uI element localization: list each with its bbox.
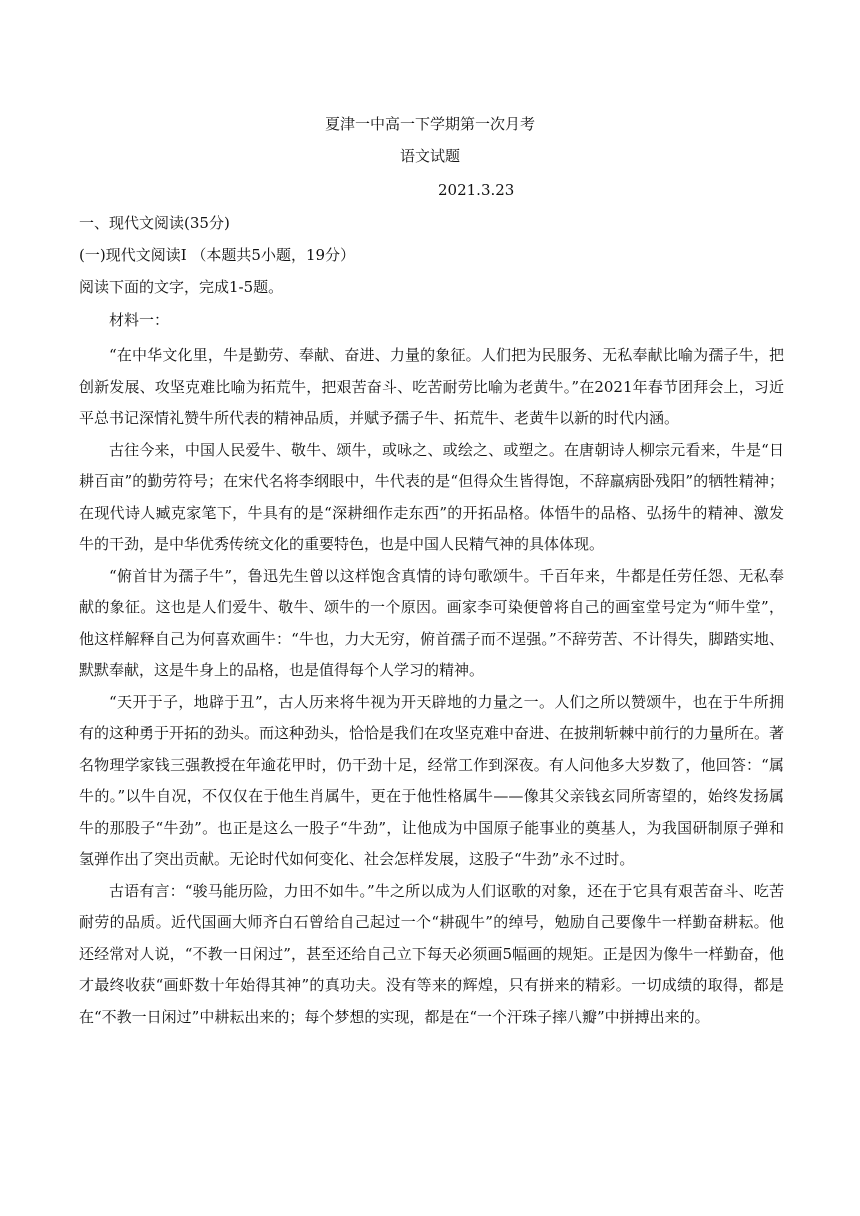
paragraph: 古往今来，中国人民爱牛、敬牛、颂牛，或咏之、或绘之、或塑之。在唐朝诗人柳宗元看来，牛是“日耕百亩”的勤劳符号；在宋代名将李纲眼中，牛代表的是“但得众生皆得饱，不辞羸病卧残阳”的牺牲精神；在现代诗人臧克家笔下，牛具有的是“深耕细作走东西”的开拓品格。体悟牛的品格、弘扬牛的精神、激发牛的干劲，是中华优秀传统文化的重要特色，也是中国人民精气神的具体体现。 xyxy=(79,440,784,553)
material-label: 材料一： xyxy=(109,311,170,329)
page-subtitle: 语文试题 xyxy=(399,147,460,165)
paragraph: 古语有言：“骏马能历险，力田不如牛。”牛之所以成为人们讴歌的对象，还在于它具有艰苦奋斗、吃苦耐劳的品质。近代国画大师齐白石曾给自己起过一个“耕砚牛”的绰号，勉励自己要像牛一样勤奋耕耘。他还经常对人说，“不教一日闲过”，甚至还给自己立下每天必须画5幅画的规矩。正是因为像牛一样勤奋，他才最终收获“画虾数十年始得其神”的真功夫。没有等来的辉煌，只有拼来的精彩。一切成绩的取得，都是在“不教一日闲过”中耕耘出来的；每个梦想的实现，都是在“一个汗珠子摔八瓣”中拼搏出来的。 xyxy=(79,881,784,1026)
paragraph: “俯首甘为孺子牛”，鲁迅先生曾以这样饱含真情的诗句歌颂牛。千百年来，牛都是任劳任怨、无私奉献的象征。这也是人们爱牛、敬牛、颂牛的一个原因。画家李可染便曾将自己的画室堂号定为“师牛堂”，他这样解释自己为何喜欢画牛：“牛也，力大无穷，俯首孺子而不逞强。”不辞劳苦、不计得失，脚踏实地、默默奉献，这是牛身上的品格，也是值得每个人学习的精神。 xyxy=(79,566,784,679)
page-title: 夏津一中高一下学期第一次月考 xyxy=(324,115,535,133)
reading-instruction: 阅读下面的文字，完成1-5题。 xyxy=(79,278,284,296)
paragraph: “天开于子，地辟于丑”，古人历来将牛视为开天辟地的力量之一。人们之所以赞颂牛，也在于牛所拥有的这种勇于开拓的劲头。而这种劲头，恰恰是我们在攻坚克难中奋进、在披荆斩棘中前行的力量所在。著名物理学家钱三强教授在年逾花甲时，仍干劲十足，经常工作到深夜。有人问他多大岁数了，他回答：“属牛的。”以牛自况，不仅仅在于他生肖属牛，更在于他性格属牛——像其父亲钱玄同所寄望的，始终发扬属牛的那股子“牛劲”。也正是这么一股子“牛劲”，让他成为中国原子能事业的奠基人，为我国研制原子弹和氢弹作出了突出贡献。无论时代如何变化、社会怎样发展，这股子“牛劲”永不过时。 xyxy=(79,692,785,868)
section-heading: 一、现代文阅读(35分) xyxy=(79,214,230,232)
exam-date: 2021.3.23 xyxy=(438,181,515,199)
passage-body xyxy=(79,340,784,1033)
paragraph: “在中华文化里，牛是勤劳、奉献、奋进、力量的象征。人们把为民服务、无私奉献比喻为孺子牛，把创新发展、攻坚克难比喻为拓荒牛，把艰苦奋斗、吃苦耐劳比喻为老黄牛。”在2021年春节团拜会上，习近平总书记深情礼赞牛所代表的精神品质，并赋予孺子牛、拓荒牛、老黄牛以新的时代内涵。 xyxy=(79,346,784,427)
section-subheading: (一)现代文阅读Ⅰ （本题共5小题，19分） xyxy=(79,246,356,264)
